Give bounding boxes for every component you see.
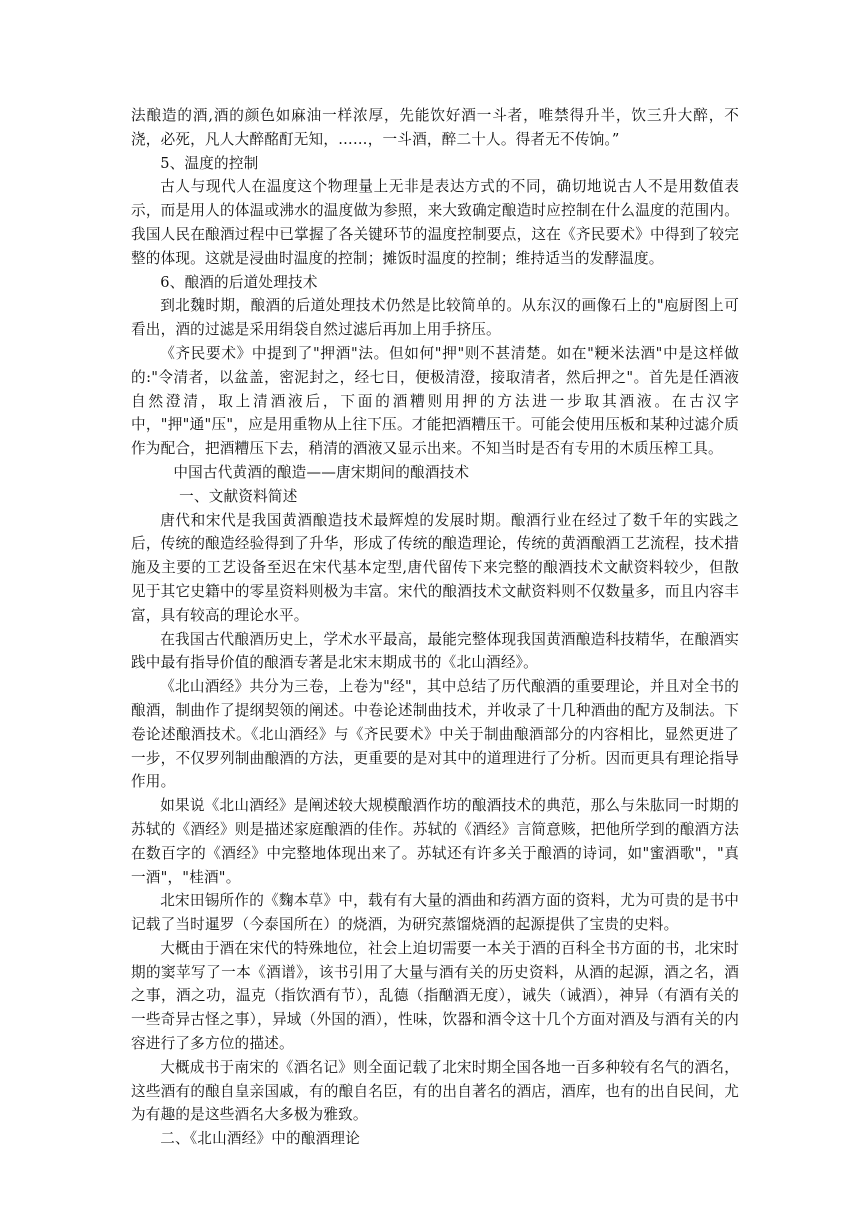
paragraph-beishan-volumes: 《北山酒经》共分为三卷，上卷为"经"，其中总结了历代酿酒的重要理论，并且对全书的酿酒，制曲作了提纲契领的阐述。中卷论述制曲技术，并收录了十几种酒曲的配方及制法。下卷论述酿酒技术。《北山酒经》与《齐民要术》中关于制曲酿酒部分的内容相比，显然更进了一步，不仅罗列制曲酿酒的方法，更重要的是对其中的道理进行了分析。因而更具有理论指导作用。: [131, 678, 739, 791]
section-heading-post-processing: 6、酿酒的后道处理技术: [160, 273, 318, 291]
section-heading-beishan-theory: 二、《北山酒经》中的酿酒理论: [160, 1130, 361, 1148]
paragraph-filtration: 到北魏时期，酿酒的后道处理技术仍然是比较简单的。从东汉的画像石上的"庖厨图上可看出，酒的过滤是采用绢袋自然过滤后再加上用手挤压。: [131, 297, 739, 339]
paragraph-continuation: 法酿造的酒,酒的颜色如麻油一样浓厚，先能饮好酒一斗者，唯禁得升半，饮三升大醉，不浇，必死，凡人大醉酩酊无知，……，一斗酒，醉二十人。得者无不传饷。”: [131, 107, 739, 148]
section-heading-temperature-control: 5、温度的控制: [160, 154, 259, 172]
document-body: [131, 104, 739, 1151]
paragraph-jiumingji: 大概成书于南宋的《酒名记》则全面记载了北宋时期全国各地一百多种较有名气的酒名，这些酒有的酿自皇亲国戚，有的酿自名臣，有的出自著名的酒店，酒库，也有的出自民间，尤为有趣的是这些酒名大多极为雅致。: [131, 1058, 739, 1124]
paragraph-qu-bencao: 北宋田锡所作的《麴本草》中，载有有大量的酒曲和药酒方面的资料，尤为可贵的是书中记载了当时暹罗（今泰国所在）的烧酒，为研究蒸馏烧酒的起源提供了宝贵的史料。: [131, 892, 739, 934]
chapter-heading-tang-song: 中国古代黄酒的酿造——唐宋期间的酿酒技术: [173, 463, 470, 481]
paragraph-temperature: 古人与现代人在温度这个物理量上无非是表达方式的不同，确切地说古人不是用数值表示，而是用人的体温或沸水的温度做为参照，来大致确定酿造时应控制在什么温度的范围内。我国人民在酿酒过程中已掌握了各关键环节的温度控制要点，这在《齐民要术》中得到了较完整的体现。这就是浸曲时温度的控制；摊饭时温度的控制；维持适当的发酵温度。: [131, 178, 739, 267]
section-heading-literature: 一、文献资料简述: [179, 487, 298, 505]
paragraph-sushi-jiujing: 如果说《北山酒经》是阐述较大规模酿酒作坊的酿酒技术的典范，那么与朱肱同一时期的苏轼的《酒经》则是描述家庭酿酒的佳作。苏轼的《酒经》言简意赅，把他所学到的酿酒方法在数百字的《酒经》中完整地体现出来了。苏轼还有许多关于酿酒的诗词，如"蜜酒歌"，"真一酒"，"桂酒"。: [131, 797, 739, 886]
paragraph-beishan-intro: 在我国古代酿酒历史上，学术水平最高，最能完整体现我国黄酒酿造科技精华，在酿酒实践中最有指导价值的酿酒专著是北宋末期成书的《北山酒经》。: [131, 630, 739, 672]
paragraph-jiupu: 大概由于酒在宋代的特殊地位，社会上迫切需要一本关于酒的百科全书方面的书，北宋时期的窦苹写了一本《酒谱》，该书引用了大量与酒有关的历史资料，从酒的起源，酒之名，酒之事，酒之功，温克（指饮酒有节），乱德（指酗酒无度），诫失（诫酒），神异（有酒有关的一些奇异古怪之事），异域（外国的酒），性味，饮器和酒令这十几个方面对酒及与酒有关的内容进行了多方位的描述。: [131, 939, 739, 1053]
paragraph-tang-song-overview: 唐代和宋代是我国黄酒酿造技术最辉煌的发展时期。酿酒行业在经过了数千年的实践之后，传统的酿造经验得到了升华，形成了传统的酿造理论，传统的黄酒酿酒工艺流程，技术措施及主要的工艺设备至迟在宋代基本定型,唐代留传下来完整的酿酒技术文献资料较少，但散见于其它史籍中的零星资料则极为丰富。宋代的酿酒技术文献资料则不仅数量多，而且内容丰富，具有较高的理论水平。: [131, 511, 739, 624]
paragraph-pressing: 《齐民要术》中提到了"押酒"法。但如何"押"则不甚清楚。如在"粳米法酒"中是这样做的:"令清者，以盆盖，密泥封之，经七日，便极清澄，接取清者，然后押之"。首先是任酒液自然澄清，取上清酒液后，下面的酒糟则用押的方法进一步取其酒液。在古汉字中，"押"通"压"，应是用重物从上往下压。才能把酒糟压干。可能会使用压板和某种过滤介质作为配合，把酒糟压下去，稍清的酒液又显示出来。不知当时是否有专用的木质压榨工具。: [131, 344, 739, 458]
